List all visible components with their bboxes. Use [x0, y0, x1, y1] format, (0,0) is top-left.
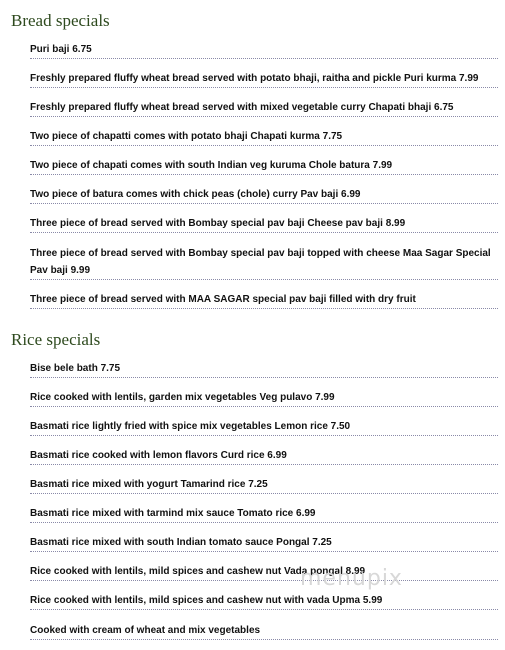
menu-item: Rice cooked with lentils, mild spices and cashew nut Vada pongal 8.99: [30, 563, 498, 581]
menu-item: Basmati rice mixed with yogurt Tamarind rice 7.25: [30, 476, 498, 494]
menu-item: Bise bele bath 7.75: [30, 360, 498, 378]
menu-item: Two piece of chapatti comes with potato bhaji Chapati kurma 7.75: [30, 128, 498, 146]
watermark: menupix: [300, 566, 403, 591]
menu-item: Three piece of bread served with MAA SAGAR special pav baji filled with dry fruit: [30, 291, 498, 309]
menu-item: Puri baji 6.75: [30, 41, 498, 59]
menu-item: Three piece of bread served with Bombay special pav baji topped with cheese Maa Sagar Special Pav baji 9.99: [30, 245, 498, 280]
rice-specials-title: Rice specials: [11, 330, 101, 349]
menu-item: Basmati rice mixed with tarmind mix sauce Tomato rice 6.99: [30, 505, 498, 523]
menu-item: Basmati rice cooked with lemon flavors Curd rice 6.99: [30, 447, 498, 465]
menu-item: Three piece of bread served with Bombay special pav baji Cheese pav baji 8.99: [30, 215, 498, 233]
menu-item: Rice cooked with lentils, mild spices and cashew nut with vada Upma 5.99: [30, 592, 498, 610]
menu-item: Freshly prepared fluffy wheat bread served with mixed vegetable curry Chapati bhaji 6.75: [30, 99, 498, 117]
menu-item: Rice cooked with lentils, garden mix vegetables Veg pulavo 7.99: [30, 389, 498, 407]
menu-item: Freshly prepared fluffy wheat bread served with potato bhaji, raitha and pickle Puri kurma 7.99: [30, 70, 498, 88]
menu-item: Cooked with cream of wheat and mix vegetables: [30, 622, 498, 640]
menu-item: Basmati rice lightly fried with spice mix vegetables Lemon rice 7.50: [30, 418, 498, 436]
menu-item: Basmati rice mixed with south Indian tomato sauce Pongal 7.25: [30, 534, 498, 552]
menu-item: Two piece of batura comes with chick peas (chole) curry Pav baji 6.99: [30, 186, 498, 204]
bread-specials-title: Bread specials: [11, 11, 110, 30]
menu-item: Two piece of chapati comes with south Indian veg kuruma Chole batura 7.99: [30, 157, 498, 175]
